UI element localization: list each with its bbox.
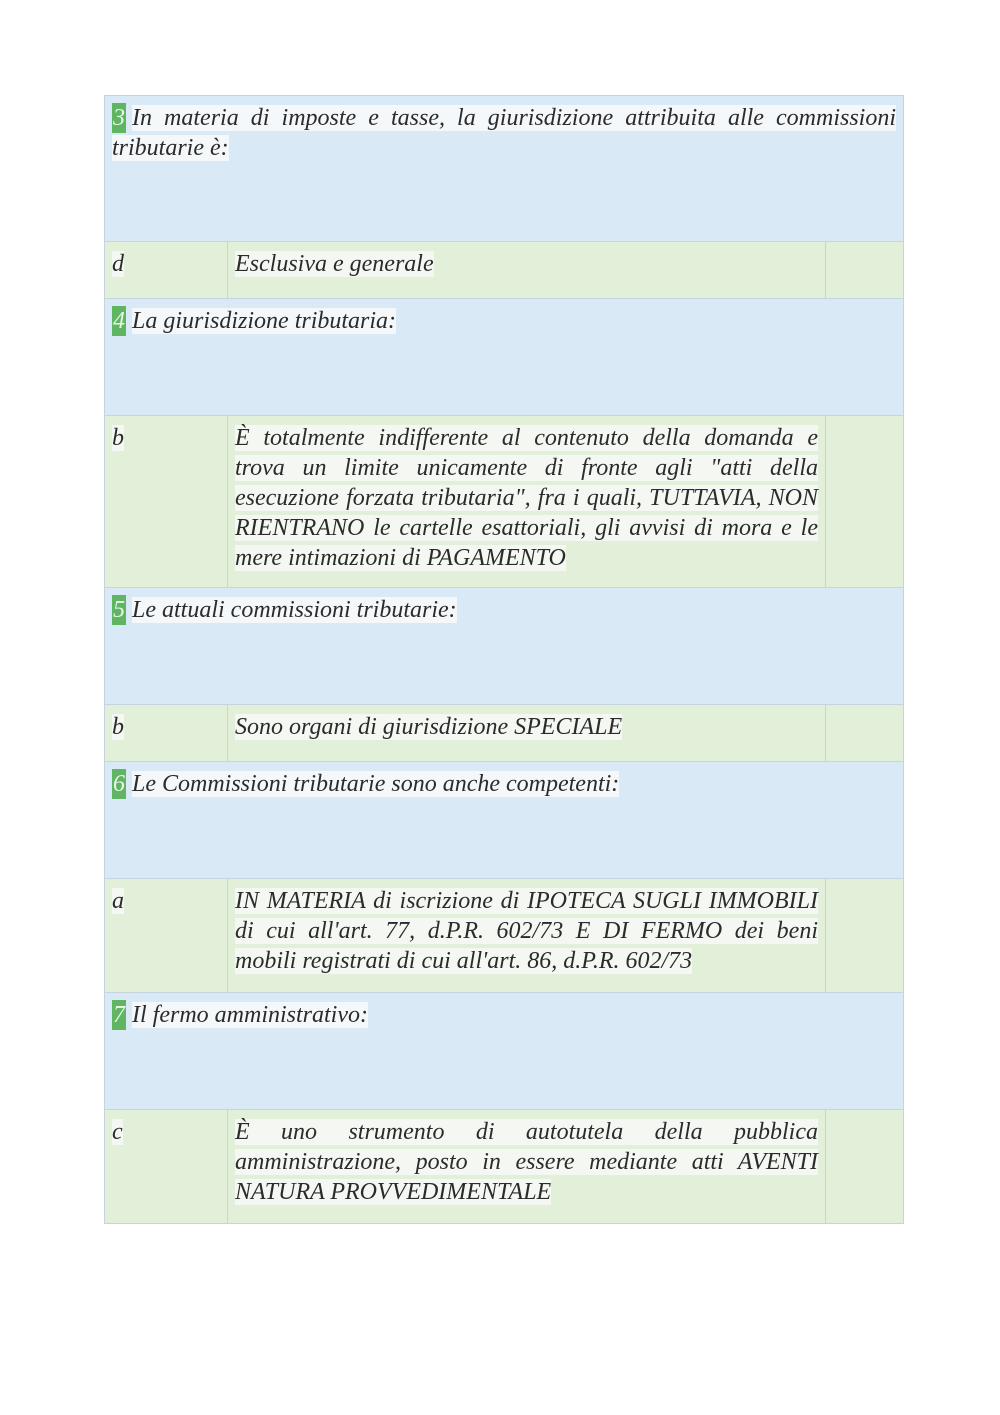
question-row (104, 992, 904, 1109)
answer-empty-cell (826, 242, 903, 298)
answer-letter: b (112, 714, 124, 740)
question-row (104, 298, 904, 415)
answer-text: Esclusiva e generale (235, 251, 434, 277)
question-number: 6 (113, 771, 125, 797)
answer-letter: d (112, 251, 124, 277)
answer-empty-cell (826, 1110, 903, 1223)
question-number: 3 (113, 105, 125, 131)
question-text: Le Commissioni tributarie sono anche competenti: (132, 771, 620, 797)
question-text: Le attuali commissioni tributarie: (132, 597, 457, 623)
answer-letter-cell (105, 879, 228, 992)
answer-row (104, 1109, 904, 1224)
question-text-block (112, 595, 896, 625)
answer-letter-cell (105, 416, 228, 587)
answer-text: È uno strumento di autotutela della pubblica amministrazione, posto in essere mediante atti AVENTI NATURA PROVVEDIMENTALE (235, 1119, 818, 1205)
answer-row (104, 415, 904, 587)
answer-text-cell (228, 242, 826, 298)
answer-text-cell (228, 1110, 826, 1223)
question-text: La giurisdizione tributaria: (132, 308, 397, 334)
question-row (104, 761, 904, 878)
answer-row (104, 704, 904, 761)
answer-text-cell (228, 416, 826, 587)
question-row (104, 95, 904, 241)
question-text-block (112, 769, 896, 799)
quiz-table (104, 95, 904, 1224)
answer-empty-cell (826, 879, 903, 992)
question-text-block (112, 306, 896, 336)
answer-letter-cell (105, 705, 228, 761)
answer-text: IN MATERIA di iscrizione di IPOTECA SUGLI IMMOBILI di cui all'art. 77, d.P.R. 602/73 E DI FERMO dei beni mobili registrati di cui all'art. 86, d.P.R. 602/73 (235, 888, 818, 974)
answer-text: Sono organi di giurisdizione SPECIALE (235, 714, 623, 740)
answer-text-cell (228, 879, 826, 992)
question-text: In materia di imposte e tasse, la giurisdizione attribuita alle commissioni tributarie è: (112, 105, 896, 161)
answer-letter: c (112, 1119, 123, 1145)
answer-row (104, 241, 904, 298)
answer-empty-cell (826, 416, 903, 587)
question-number: 7 (113, 1002, 125, 1028)
answer-text: È totalmente indifferente al contenuto della domanda e trova un limite unicamente di fronte agli "atti della esecuzione forzata tributaria", fra i quali, TUTTAVIA, NON RIENTRANO le cartelle esattoriali, gli avvisi di mora e le mere intimazioni di PAGAMENTO (235, 425, 818, 571)
question-text-block (112, 1000, 896, 1030)
answer-row (104, 878, 904, 992)
answer-letter-cell (105, 1110, 228, 1223)
question-text: Il fermo amministrativo: (132, 1002, 368, 1028)
answer-letter: b (112, 425, 124, 451)
question-text-block (112, 103, 896, 163)
answer-letter: a (112, 888, 124, 914)
answer-letter-cell (105, 242, 228, 298)
question-number: 4 (113, 308, 125, 334)
question-number: 5 (113, 597, 125, 623)
answer-empty-cell (826, 705, 903, 761)
answer-text-cell (228, 705, 826, 761)
question-row (104, 587, 904, 704)
